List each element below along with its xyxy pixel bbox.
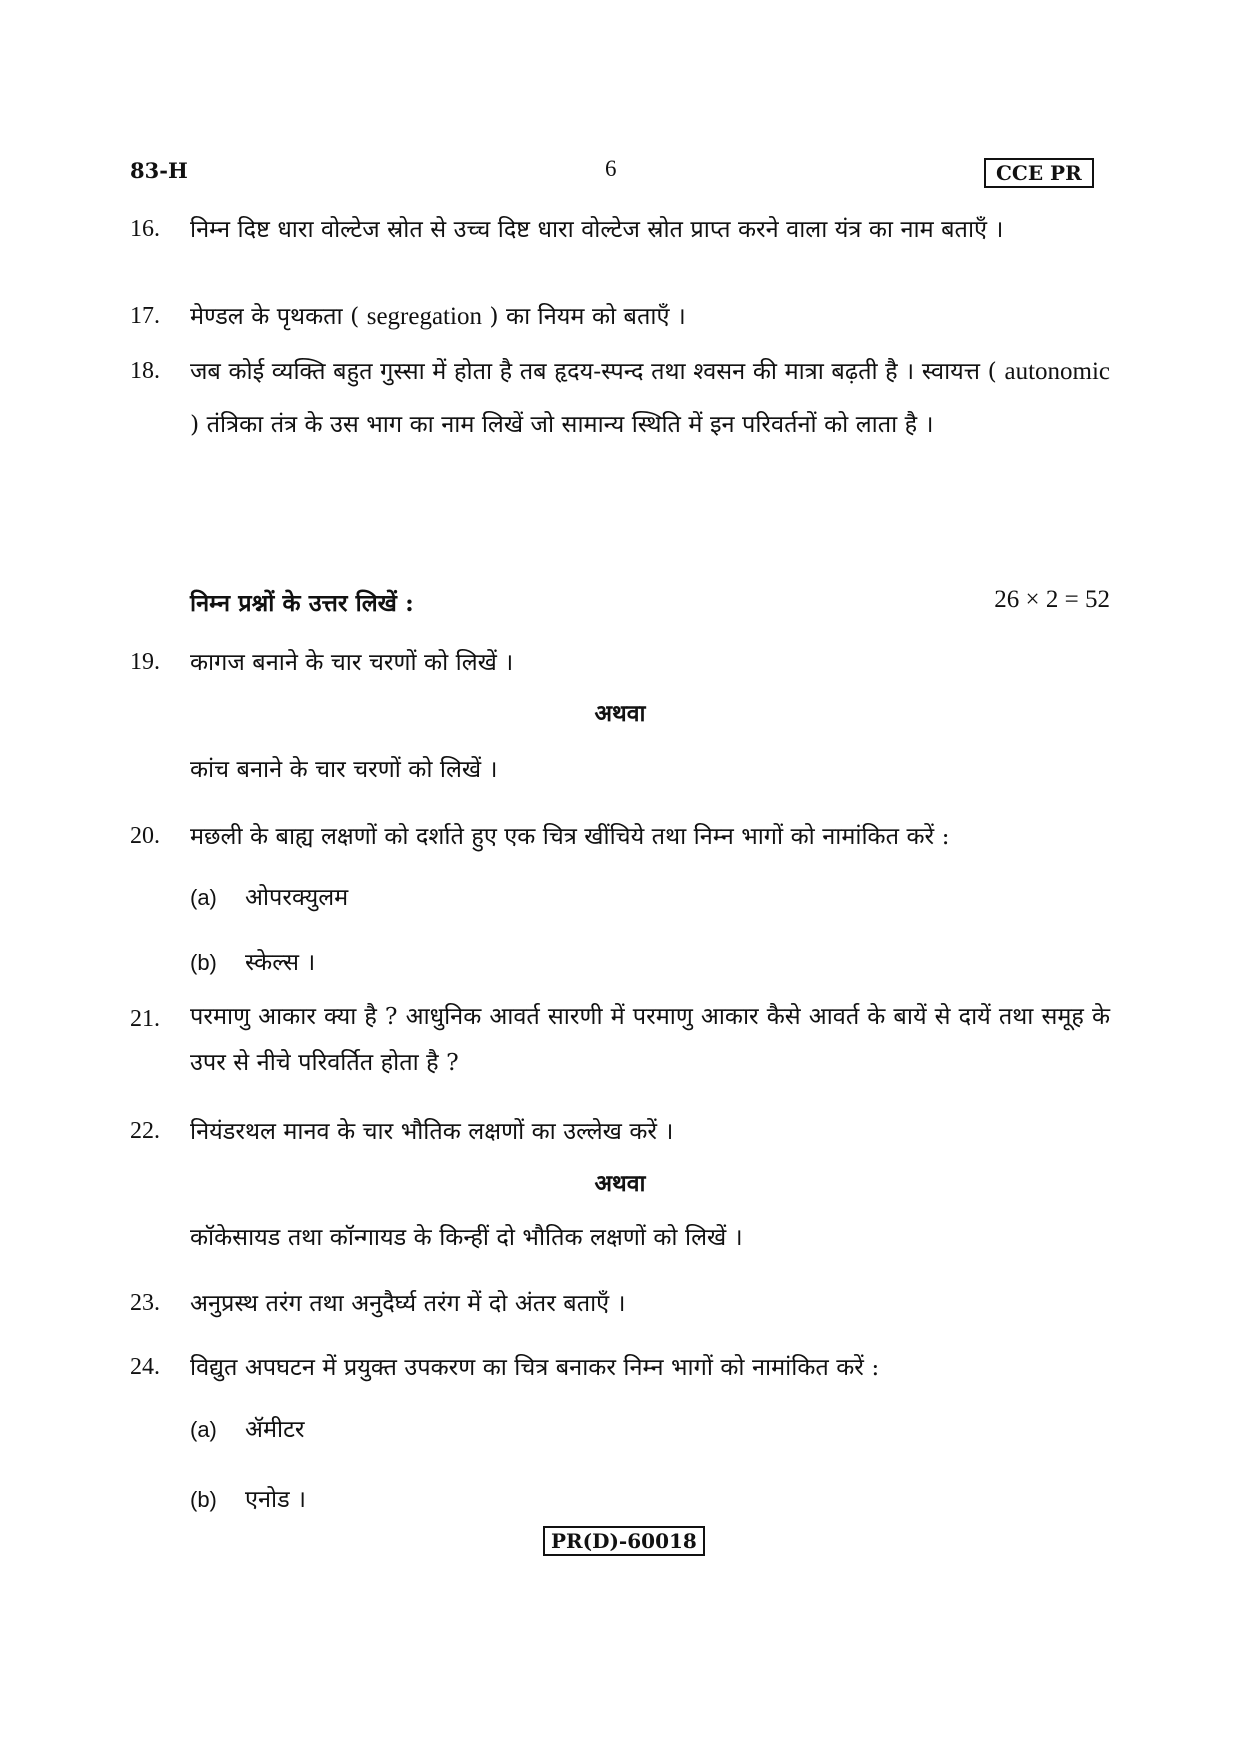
sub-item-b: (b) एनोड । bbox=[190, 1485, 307, 1513]
footer-code: PR(D)-60018 bbox=[543, 1526, 705, 1556]
question-text: नियंडरथल मानव के चार भौतिक लक्षणों का उल्लेख करें । bbox=[190, 1117, 674, 1145]
question-text: निम्न दिष्ट धारा वोल्टेज स्रोत से उच्च दिष्ट धारा वोल्टेज स्रोत प्राप्त करने वाला यंत्र का नाम बताएँ । bbox=[190, 215, 1004, 243]
question-number: 20. bbox=[130, 823, 160, 849]
question-18 bbox=[130, 345, 1110, 451]
question-17 bbox=[130, 290, 1110, 343]
question-number: 16. bbox=[130, 216, 160, 242]
sub-item-a: (a) ओपरक्युलम bbox=[190, 883, 349, 911]
question-text: विद्युत अपघटन में प्रयुक्त उपकरण का चित्र बनाकर निम्न भागों को नामांकित करें : bbox=[190, 1353, 880, 1381]
question-text: मछली के बाह्य लक्षणों को दर्शाते हुए एक चित्र खींचिये तथा निम्न भागों को नामांकित करें : bbox=[190, 822, 950, 850]
alternative-question: कॉकेसायड तथा कॉन्गायड के किन्हीं दो भौतिक लक्षणों को लिखें । bbox=[190, 1223, 743, 1251]
paper-code: 83-H bbox=[130, 158, 188, 183]
question-number: 18. bbox=[130, 358, 160, 384]
question-number: 17. bbox=[130, 303, 160, 329]
series-badge: CCE PR bbox=[984, 158, 1094, 188]
section-title: निम्न प्रश्नों के उत्तर लिखें : bbox=[190, 589, 414, 617]
or-label: अथवा bbox=[594, 700, 646, 727]
question-number: 24. bbox=[130, 1354, 160, 1380]
sub-item-b: (b) स्केल्स । bbox=[190, 948, 316, 976]
page-number: 6 bbox=[605, 156, 617, 181]
question-number: 21. bbox=[130, 1006, 160, 1032]
section-marks: 26 × 2 = 52 bbox=[994, 586, 1110, 613]
section-heading bbox=[190, 586, 1110, 618]
question-16 bbox=[130, 203, 1110, 256]
question-text: मेण्डल के पृथकता ( segregation ) का नियम को बताएँ । bbox=[190, 302, 686, 330]
question-22 bbox=[130, 1105, 1110, 1158]
question-text: जब कोई व्यक्ति बहुत गुस्सा में होता है तब हृदय-स्पन्द तथा श्वसन की मात्रा बढ़ती है । स्वायत्त ( autonomic ) तंत्रिका तंत्र के उस भाग का नाम लिखें जो सामान्य स्थिति में इन परिवर्तनों को लाता है । bbox=[190, 357, 1110, 438]
question-24 bbox=[130, 1341, 1110, 1394]
question-19 bbox=[130, 636, 1110, 689]
alternative-question: कांच बनाने के चार चरणों को लिखें । bbox=[190, 755, 498, 783]
question-21 bbox=[130, 993, 1110, 1085]
question-text: कागज बनाने के चार चरणों को लिखें । bbox=[190, 648, 514, 676]
sub-item-a: (a) ॲमीटर bbox=[190, 1415, 305, 1443]
or-label: अथवा bbox=[594, 1170, 646, 1197]
question-number: 23. bbox=[130, 1290, 160, 1316]
question-number: 22. bbox=[130, 1118, 160, 1144]
question-text: परमाणु आकार क्या है ? आधुनिक आवर्त सारणी में परमाणु आकार कैसे आवर्त के बायें से दायें तथा समूह के उपर से नीचे परिवर्तित होता है ? bbox=[190, 1002, 1110, 1076]
question-text: अनुप्रस्थ तरंग तथा अनुदैर्घ्य तरंग में दो अंतर बताएँ । bbox=[190, 1289, 626, 1317]
question-number: 19. bbox=[130, 649, 160, 675]
question-20 bbox=[130, 810, 1110, 863]
question-23 bbox=[130, 1277, 1110, 1330]
